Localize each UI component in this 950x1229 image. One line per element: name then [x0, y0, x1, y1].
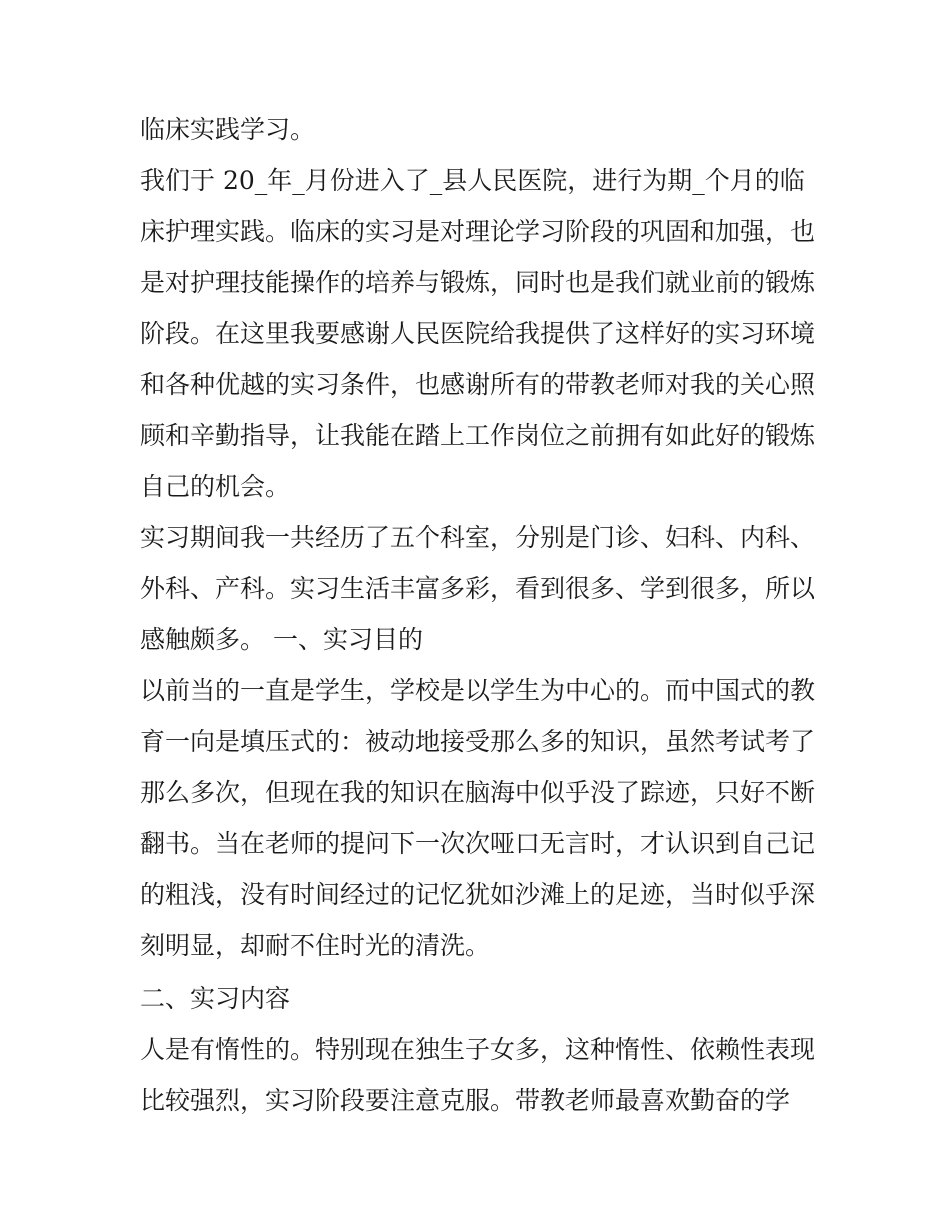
text-line: 自己的机会。: [140, 472, 291, 501]
text-line: 的粗浅，没有时间经过的记忆犹如沙滩上的足迹，当时似乎深: [140, 880, 816, 909]
section-heading: 二、实习内容: [140, 984, 291, 1013]
text-line: 我们于 20_年_月份进入了_县人民医院，进行为期_个月的临: [140, 166, 805, 195]
text-line: 人是有惰性的。特别现在独生子女多，这种惰性、依赖性表现: [140, 1035, 816, 1064]
text-line: 床护理实践。临床的实习是对理论学习阶段的巩固和加强，也: [140, 217, 816, 246]
text-line: 以前当的一直是学生，学校是以学生为中心的。而中国式的教: [140, 676, 816, 705]
text-line: 阶段。在这里我要感谢人民医院给我提供了这样好的实习环境: [140, 319, 816, 348]
text-line: 是对护理技能操作的培养与锻炼，同时也是我们就业前的锻炼: [140, 268, 816, 297]
text-line: 外科、产科。实习生活丰富多彩，看到很多、学到很多，所以: [140, 574, 816, 603]
text-line: 比较强烈，实习阶段要注意克服。带教老师最喜欢勤奋的学: [140, 1086, 791, 1115]
text-line: 顾和辛勤指导，让我能在踏上工作岗位之前拥有如此好的锻炼: [140, 421, 816, 450]
text-line: 感触颇多。 一、实习目的: [140, 625, 423, 654]
text-line: 临床实践学习。: [140, 115, 316, 144]
document-body: [140, 104, 820, 1126]
text-line: 那么多次，但现在我的知识在脑海中似乎没了踪迹，只好不断: [140, 778, 816, 807]
text-line: 刻明显，却耐不住时光的清洗。: [140, 931, 491, 960]
text-line: 翻书。当在老师的提问下一次次哑口无言时，才认识到自己记: [140, 829, 816, 858]
text-line: 育一向是填压式的：被动地接受那么多的知识，虽然考试考了: [140, 727, 816, 756]
text-line: 实习期间我一共经历了五个科室，分别是门诊、妇科、内科、: [140, 523, 816, 552]
text-line: 和各种优越的实习条件，也感谢所有的带教老师对我的关心照: [140, 370, 816, 399]
